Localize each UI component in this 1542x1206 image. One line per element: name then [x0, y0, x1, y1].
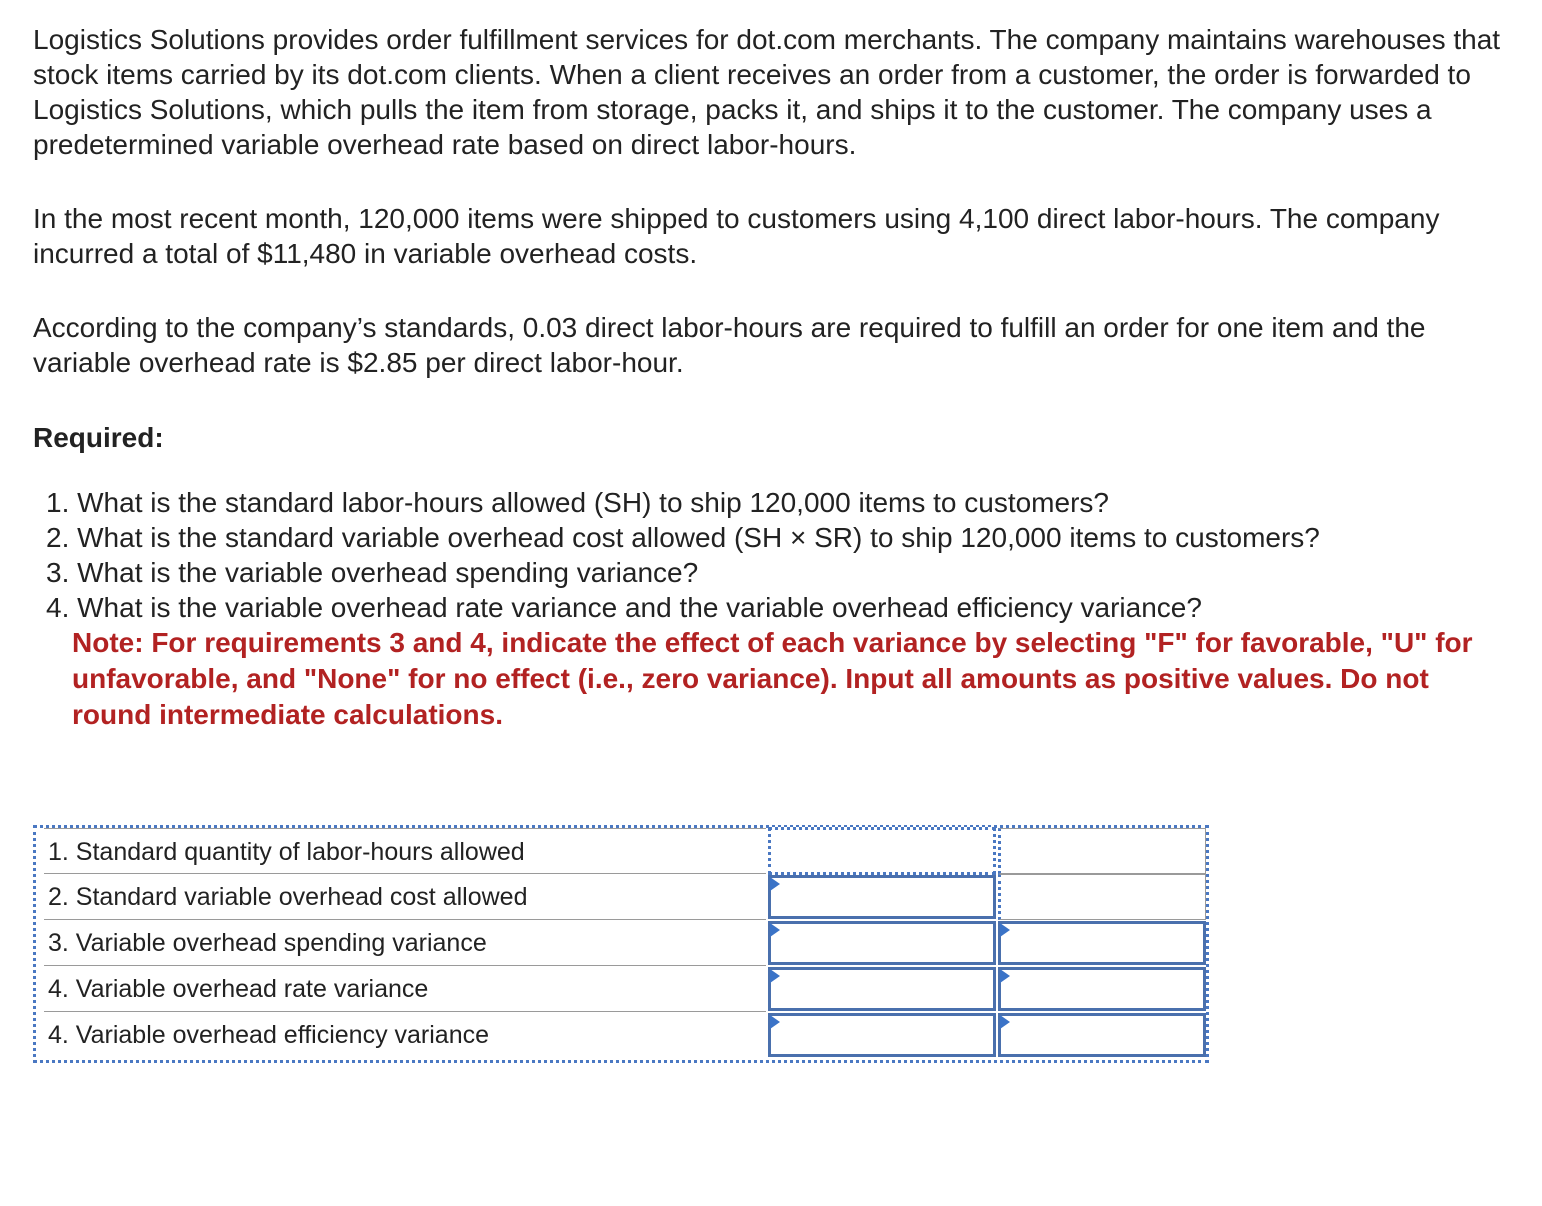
effect-cell	[998, 874, 1206, 920]
problem-paragraph-3: According to the company’s standards, 0.03 direct labor-hours are required to fulfill an order for one item and the variable overhead rate is $2.85 per direct labor-hour.	[33, 312, 1426, 378]
amount-input[interactable]	[768, 875, 996, 919]
instructions-note: Note: For requirements 3 and 4, indicate the effect of each variance by selecting "F" for favorable, "U" for unfavorable, and "None" for no effect (i.e., zero variance). Input all amounts as positive values. Do not round intermediate calculations.	[72, 627, 1473, 730]
amount-input[interactable]	[768, 967, 996, 1011]
requirement-item: 1. What is the standard labor-hours allowed (SH) to ship 120,000 items to customers?	[46, 487, 1109, 518]
required-heading: Required:	[33, 422, 164, 453]
requirement-item: 3. What is the variable overhead spending variance?	[46, 557, 699, 588]
amount-input[interactable]	[768, 921, 996, 965]
row-label: 1. Standard quantity of labor-hours allowed	[44, 828, 766, 874]
dropdown-marker-icon	[1000, 969, 1010, 983]
problem-paragraph-2: In the most recent month, 120,000 items were shipped to customers using 4,100 direct labor-hours. The company incurred a total of $11,480 in variable overhead costs.	[33, 203, 1440, 269]
amount-input[interactable]	[768, 827, 996, 875]
effect-select[interactable]	[998, 921, 1206, 965]
dropdown-marker-icon	[770, 923, 780, 937]
requirements-list	[33, 485, 1513, 625]
row-label: 4. Variable overhead rate variance	[44, 966, 766, 1012]
dropdown-marker-icon	[1000, 923, 1010, 937]
effect-select[interactable]	[998, 967, 1206, 1011]
dropdown-marker-icon	[1000, 1015, 1010, 1029]
row-label: 2. Standard variable overhead cost allowed	[44, 874, 766, 920]
problem-statement	[33, 22, 1513, 733]
effect-cell	[998, 828, 1206, 874]
dropdown-marker-icon	[770, 969, 780, 983]
dropdown-marker-icon	[770, 877, 780, 891]
requirement-item: 2. What is the standard variable overhead cost allowed (SH × SR) to ship 120,000 items to customers?	[46, 522, 1320, 553]
amount-input[interactable]	[768, 1013, 996, 1057]
problem-paragraph-1: Logistics Solutions provides order fulfillment services for dot.com merchants. The company maintains warehouses that stock items carried by its dot.com clients. When a client receives an order from a customer, the order is forwarded to Logistics Solutions, which pulls the item from storage, packs it, and ships it to the customer. The company uses a predetermined variable overhead rate based on direct labor-hours.	[33, 24, 1501, 160]
row-label: 3. Variable overhead spending variance	[44, 920, 766, 966]
row-label: 4. Variable overhead efficiency variance	[48, 1021, 490, 1049]
effect-select[interactable]	[998, 1013, 1206, 1057]
dropdown-marker-icon	[770, 1015, 780, 1029]
requirement-item: 4. What is the variable overhead rate variance and the variable overhead efficiency variance?	[46, 592, 1202, 623]
answer-table	[33, 825, 1209, 1063]
